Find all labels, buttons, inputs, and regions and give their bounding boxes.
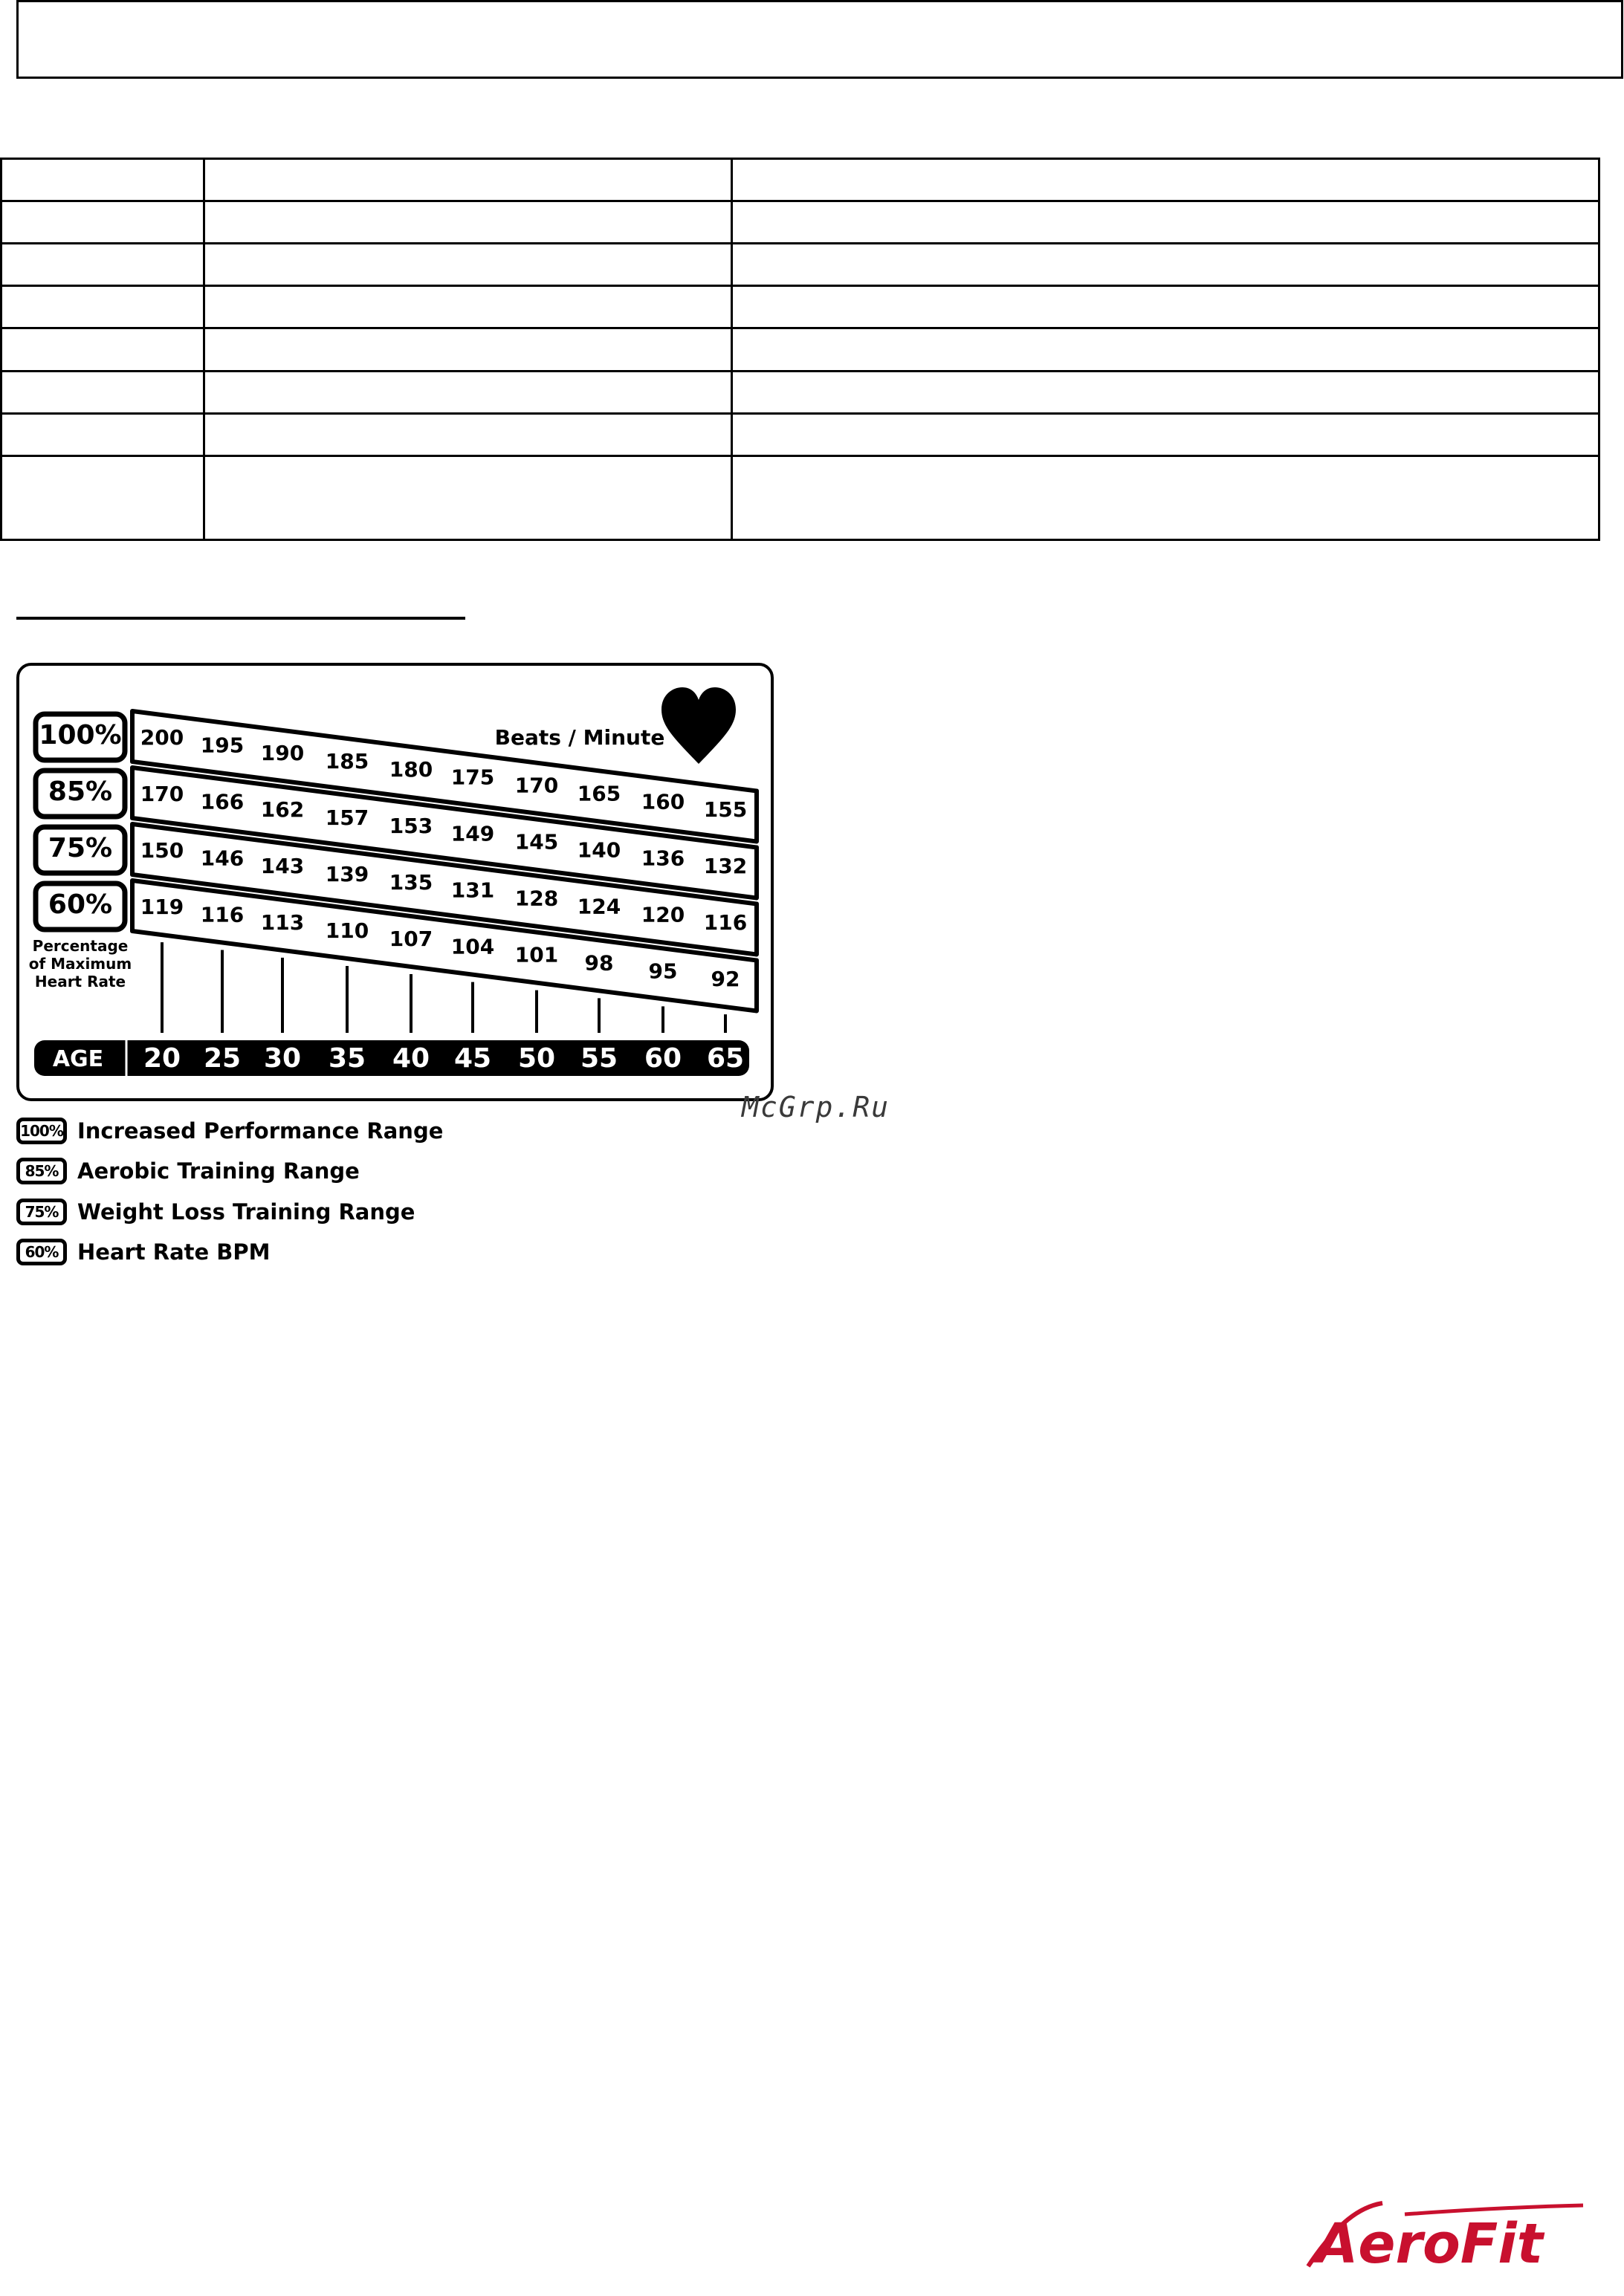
table-cell [204,413,732,455]
heart-rate-value: 139 [325,861,369,886]
heart-rate-value: 160 [641,789,685,814]
heart-rate-value: 143 [260,853,305,878]
heart-rate-value: 162 [260,797,305,822]
heart-rate-value: 155 [703,797,748,823]
heart-rate-value: 116 [703,910,748,935]
age-tick-label: 30 [263,1043,302,1074]
age-tick-label: 25 [203,1043,242,1074]
age-tick-label: 65 [706,1043,745,1074]
header-box [16,0,1623,79]
table-cell [1,201,204,244]
legend-badge: 75% [16,1199,67,1225]
table-row [1,413,1599,455]
table-cell [1,286,204,328]
table-row [1,371,1599,413]
spec-table [0,158,1600,541]
table-cell [732,286,1599,328]
heart-rate-chart-svg [0,654,777,1103]
age-tick-label: 40 [392,1043,430,1074]
heart-rate-value: 170 [514,773,559,798]
legend-label: Increased Performance Range [77,1118,444,1144]
heart-rate-value: 140 [577,837,621,863]
legend-label: Aerobic Training Range [77,1158,360,1184]
percentage-badge-label: 100% [39,720,122,750]
ylabel-line-2: of Maximum [28,955,132,973]
heart-rate-value: 190 [260,740,305,765]
table-cell [204,159,732,201]
heart-rate-chart [0,654,777,1107]
heart-rate-value: 131 [450,878,495,903]
table-cell [204,328,732,371]
legend-label: Weight Loss Training Range [77,1199,415,1225]
legend-badge: 85% [16,1158,67,1184]
age-tick-label: 50 [517,1043,556,1074]
table-cell [204,371,732,413]
legend-badge: 60% [16,1239,67,1265]
heart-rate-value: 136 [641,846,685,871]
table-cell [1,159,204,201]
heart-rate-value: 98 [584,950,614,976]
heart-rate-value: 150 [140,838,184,863]
table-row [1,201,1599,244]
legend-item [16,1236,271,1268]
age-tick-label: 35 [328,1043,366,1074]
table-row [1,159,1599,201]
table-cell [204,286,732,328]
age-tick-label: 45 [453,1043,492,1074]
ylabel-line-3: Heart Rate [34,973,126,990]
table-row [1,328,1599,371]
heart-rate-value: 200 [140,725,184,750]
heart-rate-value: 104 [450,934,495,959]
heart-rate-value: 113 [260,909,305,935]
ylabel-line-1: Percentage [32,937,129,955]
table-cell [1,455,204,539]
heart-rate-value: 165 [577,781,621,806]
chart-legend [16,1115,462,1278]
heart-rate-value: 185 [325,748,369,774]
table-cell [732,455,1599,539]
heart-rate-value: 195 [200,733,245,758]
table-cell [732,371,1599,413]
heart-rate-value: 180 [389,757,433,782]
table-cell [204,201,732,244]
heart-rate-value: 153 [389,814,433,838]
table-cell [732,159,1599,201]
aerofit-logo-svg [1293,2192,1591,2281]
watermark: McGrp.Ru [742,1091,890,1123]
table-cell [1,328,204,371]
heart-rate-value: 132 [703,854,748,879]
age-tick-label: 60 [644,1043,682,1074]
legend-badge: 100% [16,1118,67,1144]
heart-rate-value: 95 [648,959,678,984]
legend-item [16,1196,415,1228]
heart-rate-value: 101 [514,942,559,967]
table-cell [1,244,204,286]
heart-rate-value: 135 [389,870,433,895]
legend-item [16,1115,443,1147]
table-cell [204,455,732,539]
table-row [1,286,1599,328]
table-cell [732,328,1599,371]
table-cell [732,244,1599,286]
table-cell [1,371,204,413]
heart-rate-value: 166 [200,789,245,814]
beats-per-minute-label: Beats / Minute [494,725,665,750]
heart-rate-value: 149 [450,821,495,846]
legend-item [16,1155,360,1187]
heart-rate-value: 119 [140,895,184,920]
aerofit-logo [1293,2192,1591,2285]
heart-rate-value: 92 [711,967,740,992]
section-heading-rule [16,617,465,620]
table-cell [732,413,1599,455]
age-tick-label: 20 [143,1043,181,1074]
heart-rate-value: 116 [200,902,245,927]
table-cell [204,244,732,286]
table-cell [732,201,1599,244]
heart-rate-value: 110 [325,918,369,943]
heart-rate-value: 120 [641,902,685,927]
percentage-badge-label: 60% [48,889,113,920]
heart-rate-value: 175 [450,765,495,790]
percentage-badge-label: 75% [48,833,113,863]
heart-rate-value: 170 [140,782,184,807]
heart-rate-value: 128 [514,886,559,911]
heart-rate-value: 124 [577,894,621,919]
age-label: AGE [52,1046,104,1072]
age-tick-label: 55 [580,1043,618,1074]
table-row [1,455,1599,539]
table-row [1,244,1599,286]
logo-text: AeroFit [1316,2212,1544,2276]
heart-rate-value: 145 [514,829,559,854]
percentage-badge-label: 85% [48,776,113,807]
heart-rate-value: 107 [389,927,433,951]
table-cell [1,413,204,455]
heart-rate-value: 157 [325,805,369,830]
legend-label: Heart Rate BPM [77,1239,271,1265]
heart-rate-value: 146 [200,846,245,871]
